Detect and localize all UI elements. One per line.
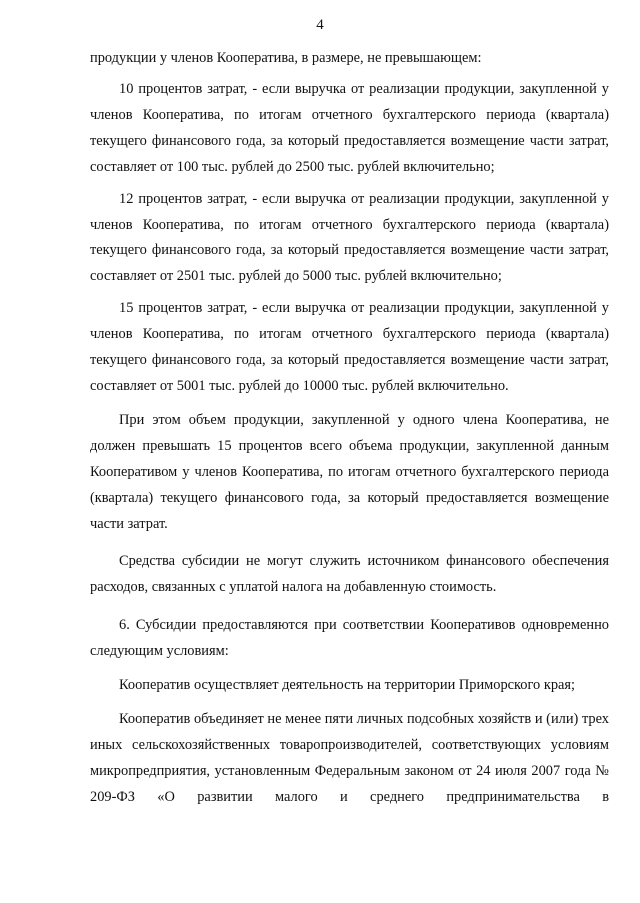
paragraph-volume-limit: При этом объем продукции, закупленной у одного члена Кооператива, не должен превышать 15 процентов всего объема продукции, закупленной данным Кооперативом у членов Кооператива, по итогам отчетного бухгалтерского периода (квартала) текущего финансового года, за который предоставляется возмещение части затрат.: [90, 411, 609, 532]
document-body: [90, 46, 609, 811]
paragraph-primorsky: Кооператив осуществляет деятельность на территории Приморского края;: [119, 677, 576, 694]
paragraph-10-percent: 10 процентов затрат, - если выручка от реализации продукции, закупленной у членов Кооператива, по итогам отчетного бухгалтерского периода (квартала) текущего финансового года, за который предоставляется возмещение части затрат, составляет от 100 тыс. рублей до 2500 тыс. рублей включительно;: [90, 81, 609, 175]
paragraph-section-6: 6. Субсидии предоставляются при соответствии Кооперативов одновременно следующим условиям:: [90, 617, 609, 660]
paragraph-vat: Средства субсидии не могут служить источником финансового обеспечения расходов, связанных с уплатой налога на добавленную стоимость.: [90, 553, 609, 596]
paragraph-12-percent: 12 процентов затрат, - если выручка от реализации продукции, закупленной у членов Кооператива, по итогам отчетного бухгалтерского периода (квартала) текущего финансового года, за который предоставляется возмещение части затрат, составляет от 2501 тыс. рублей до 5000 тыс. рублей включительно;: [90, 190, 609, 285]
paragraph-members: Кооператив объединяет не менее пяти личных подсобных хозяйств и (или) трех иных сельскохозяйственных товаропроизводителей, соответствующих условиям микропредприятия, установленным Федеральным законом от 24 июля 2007 года № 209-ФЗ «О развитии малого и среднего предпринимательства в: [90, 710, 609, 805]
paragraph-15-percent: 15 процентов затрат, - если выручка от реализации продукции, закупленной у членов Кооператива, по итогам отчетного бухгалтерского периода (квартала) текущего финансового года, за который предоставляется возмещение части затрат, составляет от 5001 тыс. рублей до 10000 тыс. рублей включительно.: [90, 300, 609, 394]
paragraph-intro: продукции у членов Кооператива, в размере, не превышающем:: [90, 50, 482, 66]
page-number: 4: [316, 17, 324, 33]
